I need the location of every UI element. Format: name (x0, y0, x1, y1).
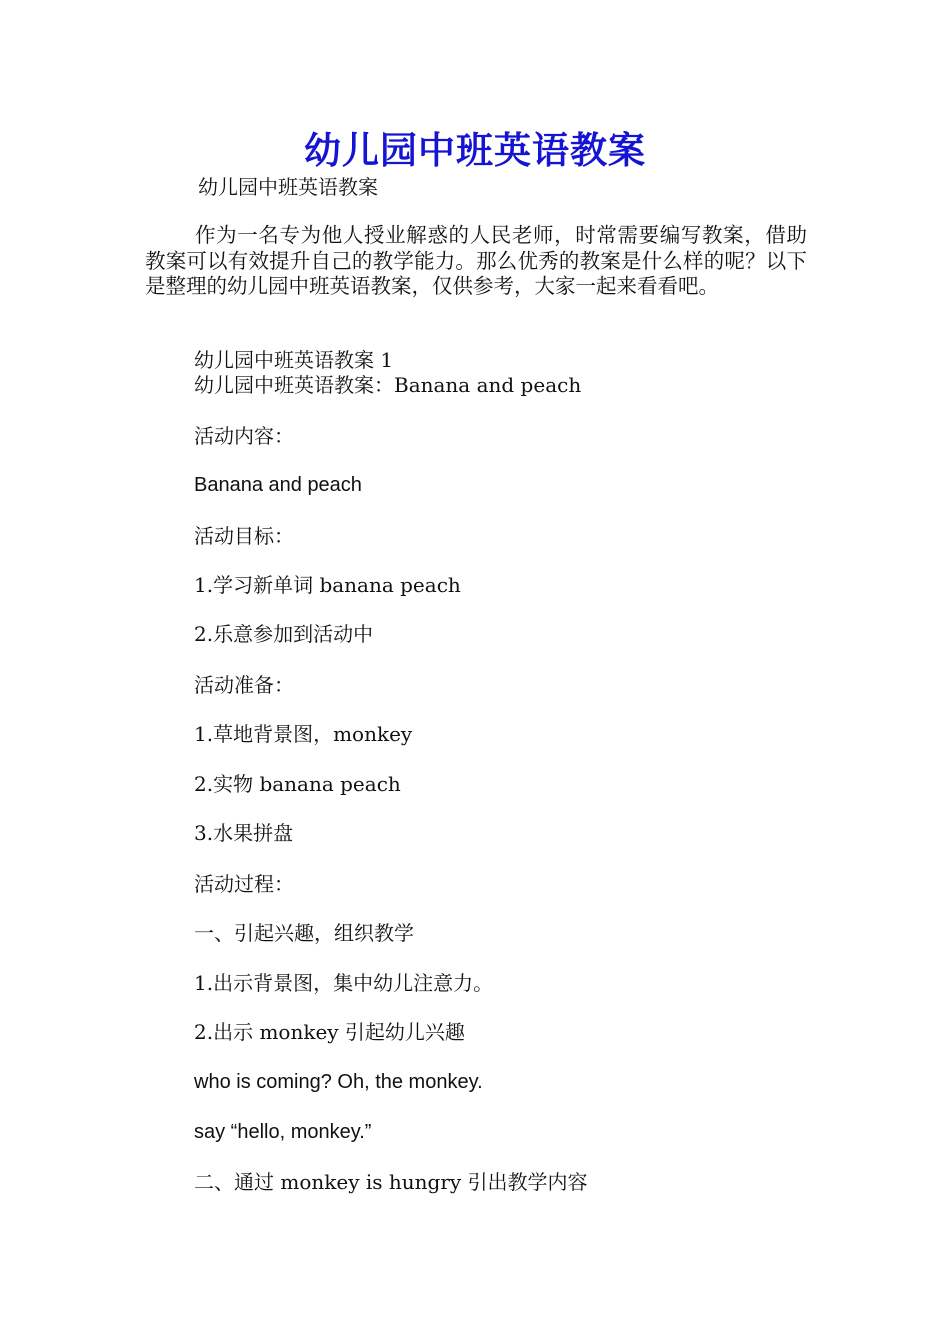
goal-item: 2.乐意参加到活动中 (194, 622, 374, 646)
preparation-item: 1.草地背景图，monkey (194, 722, 413, 746)
process-step: 二、通过 monkey is hungry 引出教学内容 (194, 1170, 588, 1194)
preparation-item: 2.实物 banana peach (194, 772, 401, 796)
dialogue-line: who is coming? Oh, the monkey. (194, 1071, 483, 1093)
document-subtitle: 幼儿园中班英语教案 (198, 175, 378, 199)
content-text: Banana and peach (194, 474, 362, 496)
section-heading-goals: 活动目标： (194, 524, 294, 548)
lesson-subheading: 幼儿园中班英语教案：Banana and peach (194, 373, 582, 397)
intro-paragraph: 作为一名专为他人授业解惑的人民老师，时常需要编写教案，借助教案可以有效提升自己的教学能力。那么优秀的教案是什么样的呢？以下是整理的幼儿园中班英语教案，仅供参考，大家一起来看看吧。 (145, 223, 807, 298)
process-item: 2.出示 monkey 引起幼儿兴趣 (194, 1020, 465, 1044)
section-heading-preparation: 活动准备： (194, 673, 294, 697)
process-item: 1.出示背景图，集中幼儿注意力。 (194, 971, 494, 995)
goal-item: 1.学习新单词 banana peach (194, 573, 461, 597)
section-heading-process: 活动过程： (194, 872, 294, 896)
section-heading-content: 活动内容： (194, 424, 294, 448)
lesson-heading: 幼儿园中班英语教案 1 (194, 348, 394, 372)
dialogue-line: say “hello, monkey.” (194, 1121, 372, 1143)
process-step: 一、引起兴趣，组织教学 (194, 921, 414, 945)
document-title: 幼儿园中班英语教案 (304, 128, 646, 172)
preparation-item: 3.水果拼盘 (194, 821, 294, 845)
